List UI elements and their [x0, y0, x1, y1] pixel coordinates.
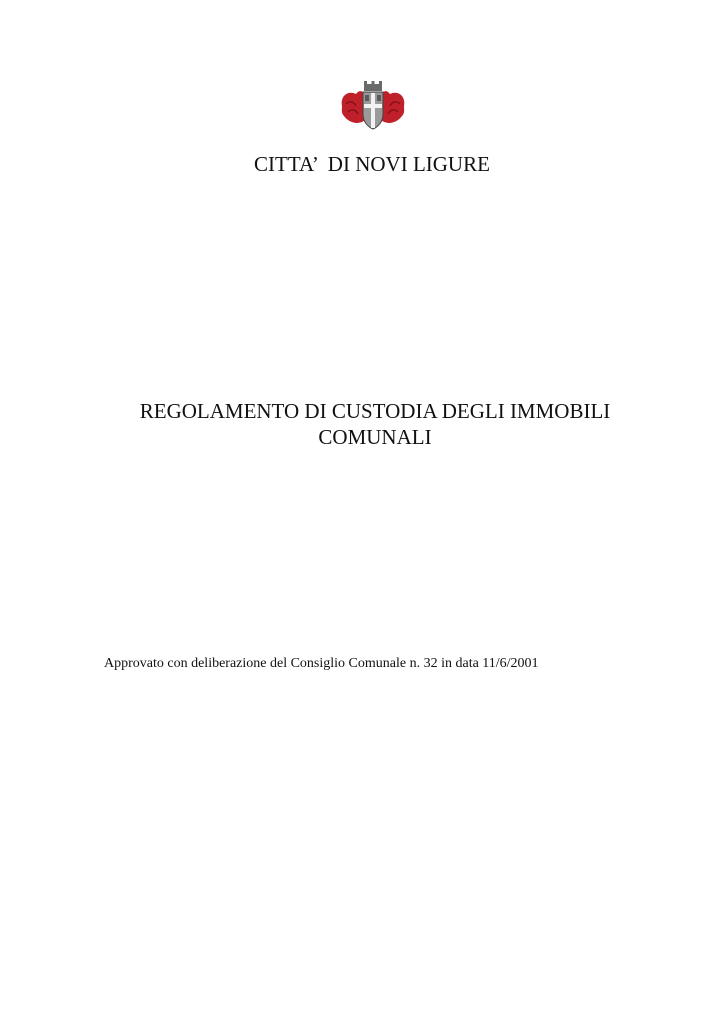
document-title-line-2: COMUNALI: [318, 425, 432, 449]
crest-right-mantle: [381, 91, 404, 123]
document-title: [0, 398, 724, 450]
coat-of-arms-icon: [338, 80, 408, 132]
crest-left-mantle: [342, 91, 365, 123]
city-name-heading: CITTA’ DI NOVI LIGURE: [254, 152, 490, 176]
document-title-line-1: REGOLAMENTO DI CUSTODIA DEGLI IMMOBILI: [139, 399, 611, 423]
approval-note: Approvato con deliberazione del Consiglio Comunale n. 32 in data 11/6/2001: [104, 656, 539, 671]
